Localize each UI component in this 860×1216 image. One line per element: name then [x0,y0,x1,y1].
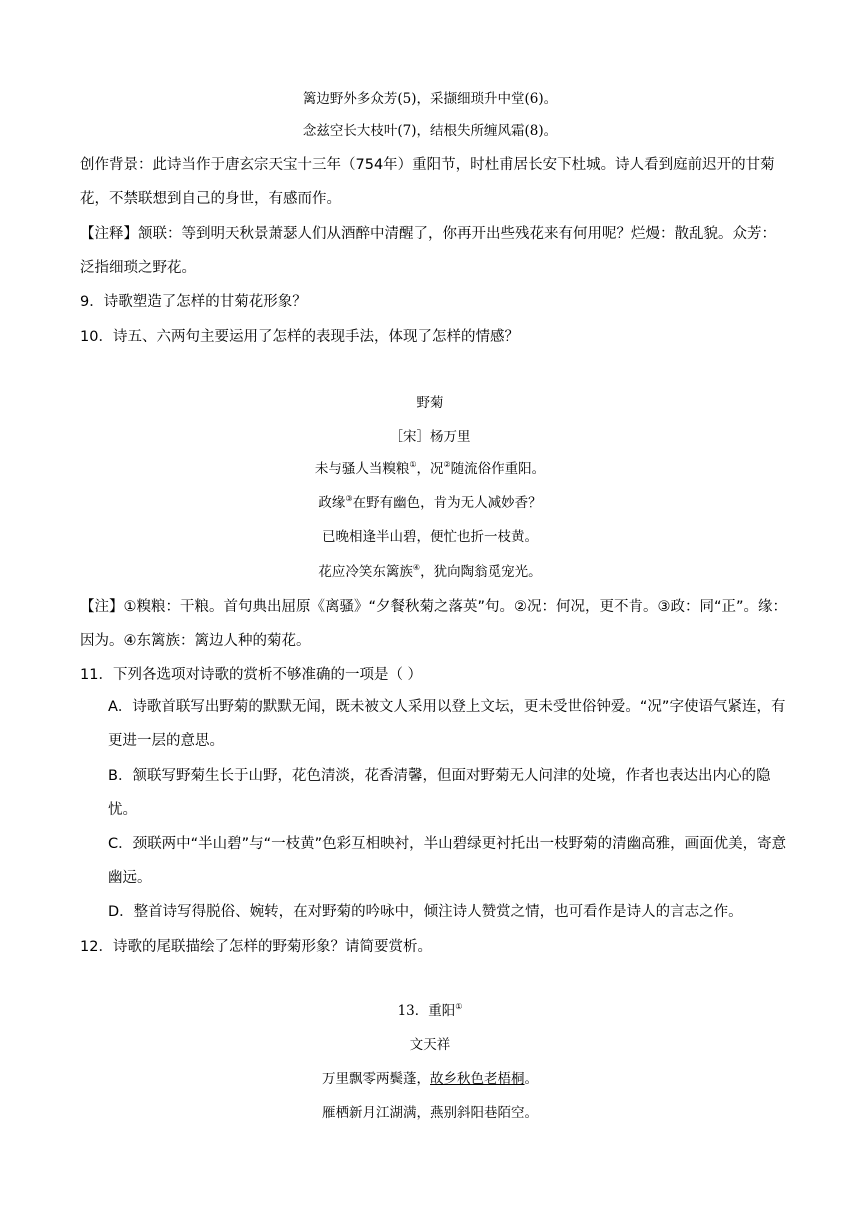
footnote-marker: ④ [412,563,421,572]
annotation-text: 因为。④东篱族：篱边人种的菊花。 [80,633,311,649]
poem3-line: 万里飘零两鬓蓬，故乡秋色老梧桐。 [322,1071,538,1087]
question-12: 12．诗歌的尾联描绘了怎样的野菊形象？请简要赏析。 [80,939,432,955]
question-9: 9．诗歌塑造了怎样的甘菊花形象？ [80,294,307,310]
poem3-line: 雁栖新月江湖满，燕别斜阳巷陌空。 [322,1105,538,1121]
footnote-marker: ① [455,1002,463,1011]
option-d: D．整首诗写得脱俗、婉转，在对野菊的吟咏中，倾注诗人赞赏之情，也可看作是诗人的言志之作。 [108,904,743,920]
option-b: 忧。 [108,802,137,818]
background-text: 花，不禁联想到自己的身世，有感而作。 [80,191,341,207]
poem2-line: 未与骚人当糗粮①，况②随流俗作重阳。 [314,460,546,477]
option-a: 更进一层的意思。 [108,733,224,749]
poem3-author: 文天祥 [409,1037,451,1053]
question-10: 10．诗五、六两句主要运用了怎样的表现手法，体现了怎样的情感？ [80,329,519,345]
poem2-author: ［宋］杨万里 [389,429,471,445]
poem2-line: 政缘③在野有幽色，肯为无人减妙香？ [318,494,542,511]
option-b: B．颔联写野菊生长于山野，花色清淡，花香清馨，但面对野菊无人问津的处境，作者也表达出内心的隐 [108,768,771,784]
question-11-stem: 11．下列各选项对诗歌的赏析不够准确的一项是（ ） [80,667,423,683]
poem2-line: 花应冷笑东篱族④，犹向陶翁觅宠光。 [318,563,542,580]
underlined-phrase: 故乡秋色老梧桐 [430,1071,525,1087]
footnote-marker: ① [409,460,417,469]
annotation-text: 【注释】颔联：等到明天秋景萧瑟人们从酒醉中清醒了，你再开出些残花来有何用呢？烂熳：散乱貌。众芳： [80,226,776,242]
poem2-line: 已晚相逢半山碧，便忙也折一枝黄。 [322,529,538,545]
option-c: C．颈联两中“半山碧”与“一枝黄”色彩互相映衬，半山碧绿更衬托出一枝野菊的清幽高雅，画面优美，寄意 [108,836,787,852]
option-a: A．诗歌首联写出野菊的默默无闻，既未被文人采用以登上文坛，更未受世俗钟爱。“况”字使语气紧连，有 [108,699,786,715]
annotation-text: 【注】①糗粮：干粮。首句典出屈原《离骚》“夕餐秋菊之落英”句。②况：何况，更不肯。③政：同“正”。缘： [80,599,788,615]
poem2-title: 野菊 [416,395,444,411]
option-c: 幽远。 [108,870,152,886]
footnote-marker: ② [443,460,451,469]
background-text: 创作背景：此诗当作于唐玄宗天宝十三年（754年）重阳节，时杜甫居长安下杜城。诗人看到庭前迟开的甘菊 [80,157,775,173]
poem3-title: 13．重阳① [397,1002,463,1019]
annotation-text: 泛指细琐之野花。 [80,260,196,276]
poem1-line: 念兹空长大枝叶(7)，结根失所缠风霜(8)。 [302,123,558,139]
footnote-marker: ③ [345,494,353,503]
poem1-line: 篱边野外多众芳(5)，采撷细琐升中堂(6)。 [302,91,558,107]
